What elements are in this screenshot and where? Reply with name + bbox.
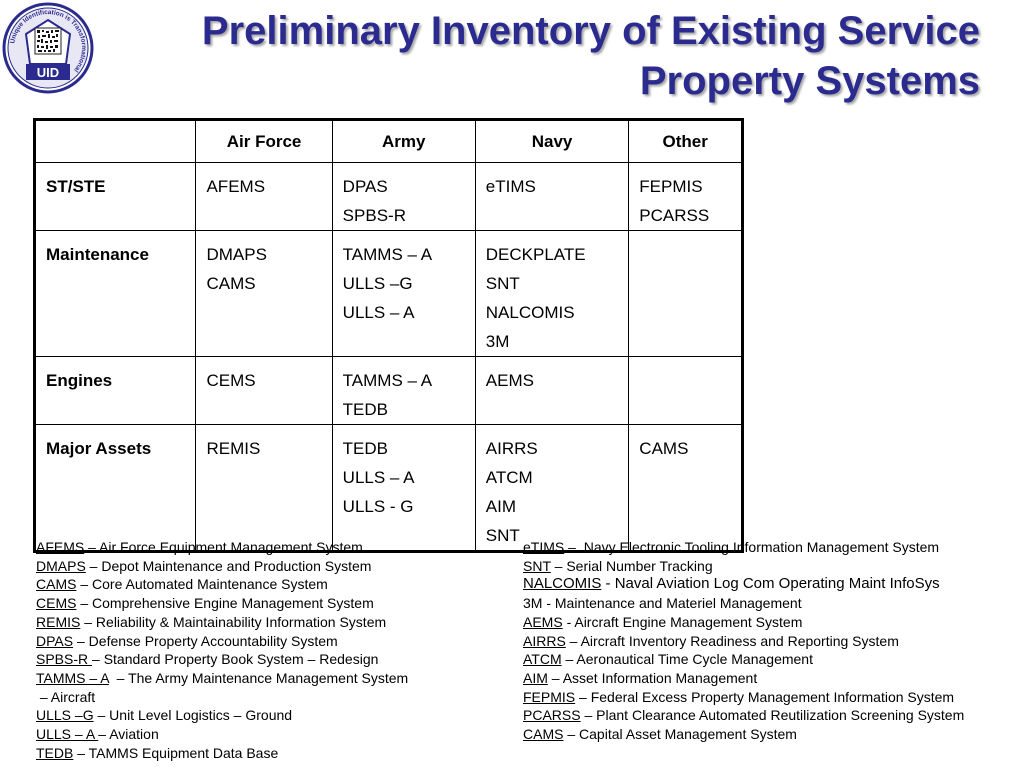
legend-item (36, 575, 476, 594)
legend-separator: – (85, 557, 102, 574)
legend-abbreviation: SNT (523, 557, 551, 574)
legend-item (523, 575, 1018, 594)
legend-item (36, 557, 476, 576)
legend-item (523, 650, 1018, 669)
legend-separator: – (73, 632, 89, 649)
legend-item (36, 669, 476, 688)
table-row (35, 357, 743, 425)
legend-item (36, 613, 476, 632)
legend-description: Depot Maintenance and Production System (101, 557, 372, 574)
row-header: Engines (35, 357, 196, 425)
cell-entry: NALCOMIS (485, 303, 575, 322)
table-row (35, 163, 743, 231)
logo-label: UID (36, 65, 60, 80)
legend-item (36, 632, 476, 651)
cell-entry: SPBS-R (342, 206, 406, 225)
legend-abbreviation: NALCOMIS (523, 575, 602, 593)
legend-description: Air Force Equipment Management System (99, 539, 363, 555)
legend-abbreviation: AIRRS (523, 632, 566, 649)
cell-entry: PCARSS (639, 206, 710, 225)
column-header-air-force: Air Force (196, 120, 332, 163)
cell-entry: ULLS - G (342, 497, 414, 516)
legend-abbreviation: REMIS (36, 613, 81, 630)
row-header: ST/STE (35, 163, 196, 231)
legend-description: Defense Property Accountability System (88, 632, 338, 649)
cell-entry: CAMS (639, 439, 689, 458)
legend-separator: – (36, 688, 51, 705)
legend-item (36, 594, 476, 613)
page-title-line-2: Property Systems (639, 59, 980, 103)
legend-description: Standard Property Book System – Redesign (103, 651, 379, 668)
legend-abbreviation: DPAS (36, 632, 74, 649)
cell-entry: DMAPS (206, 245, 267, 264)
cell-entry: AFEMS (206, 177, 266, 196)
inventory-table (33, 118, 744, 553)
legend-separator: - (601, 575, 615, 593)
legend-separator: – (565, 632, 581, 649)
row-header: Major Assets (35, 425, 196, 552)
legend-item (523, 557, 1018, 576)
legend-abbreviation: AEMS (523, 613, 563, 630)
legend-description: Core Automated Maintenance System (92, 576, 328, 593)
table-header-row (35, 120, 743, 163)
column-header-navy: Navy (475, 120, 629, 163)
legend-description: Capital Asset Management System (579, 726, 797, 743)
table-cell (332, 425, 475, 552)
legend-separator: – (564, 539, 584, 555)
cell-entry: TAMMS – A (342, 245, 433, 264)
table-cell (196, 425, 332, 552)
legend-description: Asset Information Management (562, 669, 758, 686)
legend-abbreviation: PCARSS (523, 707, 581, 724)
cell-entry: ULLS – A (342, 468, 415, 487)
table-cell (629, 163, 743, 231)
legend-separator: – (575, 688, 591, 705)
cell-entry: CEMS (206, 371, 256, 390)
legend-right (523, 538, 1018, 744)
legend-item (36, 538, 476, 557)
cell-entry: SNT (485, 274, 520, 293)
legend-separator: – (93, 707, 110, 724)
legend-separator: – (563, 726, 580, 743)
legend-item (36, 706, 476, 725)
cell-entry: ULLS – A (342, 303, 415, 322)
legend-item (36, 725, 476, 744)
legend-abbreviation: ULLS –G (36, 707, 94, 724)
table-cell (332, 357, 475, 425)
table-cell (475, 231, 629, 357)
legend-description: Plant Clearance Automated Reutilization Screening System (596, 707, 965, 724)
table-cell (196, 357, 332, 425)
legend-separator: – (76, 595, 93, 612)
cell-entry: AIM (485, 497, 517, 516)
cell-entry: 3M (485, 332, 510, 351)
legend-description: 3M - Maintenance and Materiel Management (523, 595, 802, 612)
table-cell (475, 425, 629, 552)
legend-separator: – (80, 613, 96, 630)
table-cell (629, 425, 743, 552)
legend-item (523, 594, 1018, 613)
cell-entry: AEMS (485, 371, 534, 390)
column-header-army: Army (332, 120, 475, 163)
logo-ring-text: Unique Identification is Transformational (9, 8, 88, 74)
legend-item (523, 688, 1018, 707)
table-cell (475, 163, 629, 231)
cell-entry: TEDB (342, 439, 389, 458)
legend-abbreviation: CEMS (36, 595, 77, 612)
column-header-other: Other (629, 120, 743, 163)
table-cell (196, 231, 332, 357)
cell-entry: ULLS –G (342, 274, 413, 293)
table-cell (629, 357, 743, 425)
legend-item (36, 688, 476, 707)
legend-abbreviation: TEDB (36, 744, 74, 761)
cell-entry: DECKPLATE (485, 245, 586, 264)
legend-abbreviation: DMAPS (36, 557, 86, 574)
cell-entry: ATCM (485, 468, 533, 487)
cell-entry: DPAS (342, 177, 388, 196)
legend-description: Aircraft Engine Management System (574, 613, 803, 630)
legend-abbreviation: ATCM (523, 651, 562, 668)
legend-abbreviation: AIM (523, 669, 548, 686)
row-header: Maintenance (35, 231, 196, 357)
legend-abbreviation: FEPMIS (523, 688, 576, 705)
cell-entry: TEDB (342, 400, 389, 419)
cell-entry: CAMS (206, 274, 256, 293)
legend-item (523, 632, 1018, 651)
legend-abbreviation: eTIMS (523, 539, 565, 555)
legend-description: Naval Aviation Log Com Operating Maint InfoSys (614, 575, 940, 593)
legend-separator: – (92, 651, 104, 668)
cell-entry: SNT (485, 526, 520, 545)
legend-description: Aircraft (50, 688, 96, 705)
legend-abbreviation: ULLS – A (36, 726, 99, 743)
legend-description: Aviation (109, 726, 159, 743)
legend-item (523, 538, 1018, 557)
cell-entry: eTIMS (485, 177, 536, 196)
legend-description: Serial Number Tracking (566, 557, 713, 574)
table-cell (629, 231, 743, 357)
legend-abbreviation: CAMS (523, 726, 564, 743)
legend-separator: – (547, 669, 563, 686)
table-cell (475, 357, 629, 425)
legend-description: Federal Excess Property Management Information System (590, 688, 955, 705)
legend-description: Comprehensive Engine Management System (92, 595, 374, 612)
legend-abbreviation: TAMMS – A (36, 669, 109, 686)
legend-separator: – (73, 744, 89, 761)
page-title (80, 6, 980, 106)
legend-separator: – (550, 557, 567, 574)
column-header-blank (35, 120, 196, 163)
legend-description: The Army Maintenance Management System (128, 669, 409, 686)
legend-description: Reliability & Maintainability Information System (95, 613, 387, 630)
legend-left (36, 538, 476, 762)
page-title-line-1: Preliminary Inventory of Existing Service (201, 9, 980, 53)
legend-description: Aircraft Inventory Readiness and Reporting System (580, 632, 899, 649)
legend-item (36, 650, 476, 669)
table-row (35, 231, 743, 357)
legend-separator: – (98, 726, 110, 743)
legend-separator: – (108, 669, 129, 686)
legend-separator: – (561, 651, 577, 668)
cell-entry: AIRRS (485, 439, 538, 458)
legend-separator: – (76, 576, 93, 593)
legend-abbreviation: SPBS-R (36, 651, 93, 668)
legend-item (523, 613, 1018, 632)
cell-entry: FEPMIS (639, 177, 703, 196)
table-cell (332, 231, 475, 357)
legend-abbreviation: CAMS (36, 576, 77, 593)
table-row (35, 425, 743, 552)
legend-description: Aeronautical Time Cycle Management (576, 651, 813, 668)
legend-abbreviation: AFEMS (36, 539, 85, 555)
legend-description: Unit Level Logistics – Ground (109, 707, 293, 724)
cell-entry: TAMMS – A (342, 371, 433, 390)
legend-item (36, 744, 476, 763)
legend-item (523, 669, 1018, 688)
legend-separator: – (580, 707, 597, 724)
legend-item (523, 706, 1018, 725)
table-cell (196, 163, 332, 231)
cell-entry: REMIS (206, 439, 261, 458)
table-cell (332, 163, 475, 231)
legend-item (523, 725, 1018, 744)
legend-description: TAMMS Equipment Data Base (88, 744, 279, 761)
legend-separator: - (562, 613, 575, 630)
legend-description: Navy Electronic Tooling Information Management System (583, 539, 940, 555)
legend-separator: – (84, 539, 100, 555)
